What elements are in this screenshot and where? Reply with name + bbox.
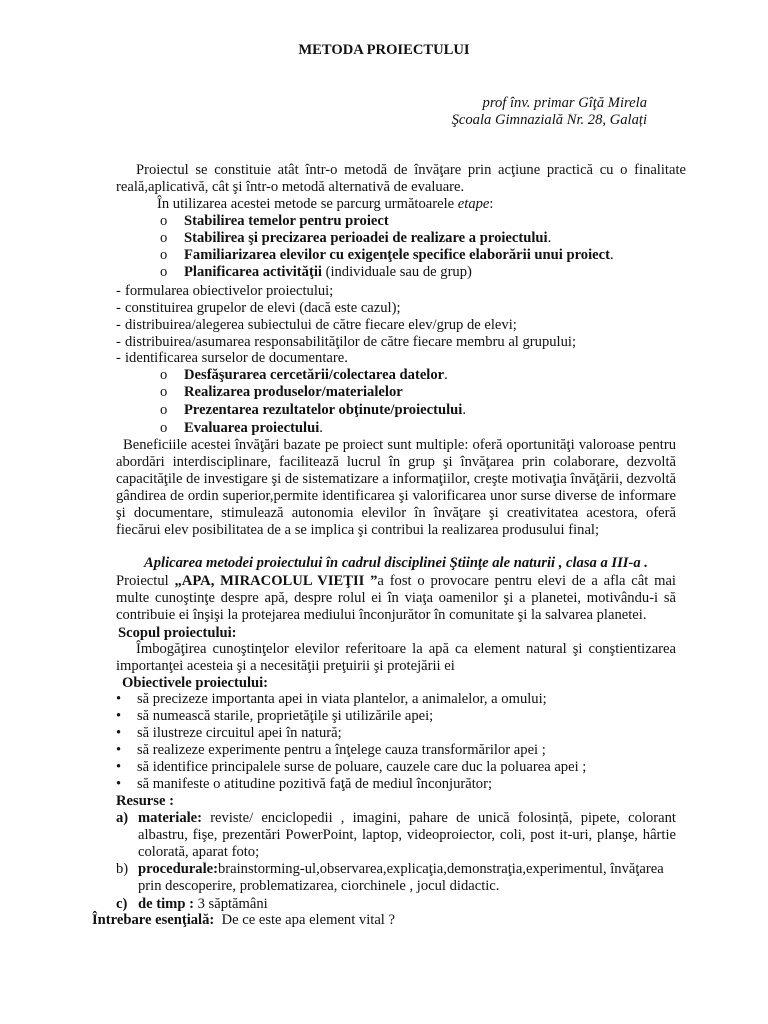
- bullet-icon: •: [116, 691, 122, 707]
- circle-bullet-icon: o: [160, 264, 168, 280]
- circle-bullet-icon: o: [160, 230, 168, 246]
- resource-label: materiale:: [138, 810, 203, 826]
- sub-item-text: distribuirea/alegerea subiectului de către fiecare elev/grup de elevi;: [125, 317, 517, 333]
- objective-text: să realizeze experimente pentru a înţelege cauza transformărilor apei ;: [137, 742, 546, 758]
- stage-title: Realizarea produselor/materialelor: [184, 384, 403, 400]
- bullet-icon: •: [116, 742, 122, 758]
- stages-intro-colon: :: [489, 196, 494, 212]
- benefits-paragraph: Beneficiile acestei învăţări bazate pe proiect sunt multiple: oferă oportunităţi valoroase pentru abordări interdisciplinare, facilitează lucrul în grup şi învăţarea prin colaborare, dezvoltă capacităţile de investigare şi de sistematizare a informaţiilor, creşte motivaţia învăţării, dezvoltă gândirea de ordin superior,permite identificarea şi valorificarea unor surse diverse de informare şi documentare, stimulează autonomia elevilor în învăţare şi creativitatea acestora, oferă fiecărui elev posibilitatea de a se implica şi contribui la realizarea produsului final;: [116, 437, 676, 538]
- stage-rest: .: [547, 230, 552, 246]
- stage-title: Stabilirea şi precizarea perioadei de realizare a proiectului: [184, 230, 548, 246]
- objective-text: să ilustreze circuitul apei în natură;: [137, 725, 342, 741]
- stage-title: Desfăşurarea cercetării/colectarea datelor: [184, 367, 445, 383]
- sub-item-text: formularea obiectivelor proiectului;: [125, 283, 334, 299]
- sub-item-text: identificarea surselor de documentare.: [125, 350, 348, 366]
- objective-text: să manifeste o atitudine pozitivă faţă de mediul înconjurător;: [137, 776, 492, 792]
- stage-rest: .: [319, 420, 323, 436]
- circle-bullet-icon: o: [160, 402, 168, 418]
- dash-bullet-icon: -: [116, 350, 121, 366]
- scope-heading: Scopul proiectului:: [118, 625, 237, 641]
- author-school: Şcoala Gimnazială Nr. 28, Galați: [451, 112, 647, 128]
- resources-heading: Resurse :: [116, 793, 174, 809]
- stage-rest: .: [444, 367, 448, 383]
- dash-bullet-icon: -: [116, 334, 121, 350]
- author-block: [452, 95, 647, 129]
- resource-label: procedurale:: [138, 861, 218, 877]
- objective-text: să precizeze importanta apei in viata plantelor, a animalelor, a omului;: [137, 691, 547, 707]
- stage-title: Familiarizarea elevilor cu exigenţele specifice elaborării unui proiect: [184, 247, 610, 263]
- sub-item-text: distribuirea/asumarea responsabilităţilor de către fiecare membru al grupului;: [125, 334, 577, 350]
- project-text: a fost o provocare pentru elevi de a afla cât mai multe cunoştinţe despre apă, despre rolul ei în viaţa oamenilor şi a planetei, motivându-i să contribuie ei înşişi la protejarea mediului înconjurător în comunitate şi la salvarea planetei.: [116, 573, 676, 623]
- essential-question: [92, 912, 395, 929]
- stages-intro-text: În utilizarea acestei metode se parcurg următoarele: [157, 196, 458, 212]
- dash-bullet-icon: -: [116, 317, 121, 333]
- bullet-icon: •: [116, 776, 122, 792]
- dash-bullet-icon: -: [116, 300, 121, 316]
- resource-text: reviste/ enciclopedii , imagini, pahare de unică folosință, pipete, colorant albastru, fişe, prezentări PowerPoint, laptop, videoproiector, coli, post it-uri, planşe, hârtie colorată, aparat foto;: [138, 810, 676, 860]
- circle-bullet-icon: o: [160, 384, 168, 400]
- stage-rest: .: [462, 402, 466, 418]
- project-name: „APA, MIRACOLUL VIEŢII ”: [174, 573, 378, 589]
- dash-bullet-icon: -: [116, 283, 121, 299]
- resource-marker: a): [116, 810, 129, 826]
- circle-bullet-icon: o: [160, 420, 168, 436]
- circle-bullet-icon: o: [160, 213, 168, 229]
- project-prefix: Proiectul: [116, 573, 175, 589]
- author-name: prof înv. primar Gîţă Mirela: [482, 95, 647, 111]
- resource-label: de timp :: [138, 896, 194, 912]
- objective-text: să identifice principalele surse de poluare, cauzele care duc la poluarea apei ;: [137, 759, 587, 775]
- resource-text: 3 săptămâni: [193, 896, 268, 912]
- bullet-icon: •: [116, 725, 122, 741]
- objective-text: să numească starile, proprietăţile şi utilizările apei;: [137, 708, 434, 724]
- stages-intro: [157, 196, 493, 213]
- stage-rest: (individuale sau de grup): [321, 264, 472, 280]
- intro-paragraph: Proiectul se constituie atât într-o metodă de învăţare prin acţiune practică cu o finalitate reală,aplicativă, cât şi într-o metodă alternativă de evaluare.: [116, 162, 686, 195]
- circle-bullet-icon: o: [160, 367, 168, 383]
- essential-question-label: Întrebare esenţială:: [92, 912, 215, 928]
- bullet-icon: •: [116, 759, 122, 775]
- stage-title: Planificarea activităţii: [184, 264, 322, 280]
- resource-marker: c): [116, 896, 128, 912]
- application-heading: Aplicarea metodei proiectului în cadrul disciplinei Ştiinţe ale naturii , clasa a III-a .: [144, 555, 648, 571]
- project-paragraph: [116, 573, 676, 624]
- stages-intro-emphasis: etape: [457, 196, 490, 212]
- document-title: METODA PROIECTULUI: [298, 42, 470, 58]
- resource-marker: b): [116, 861, 129, 877]
- stage-rest: .: [609, 247, 614, 263]
- stage-title: Evaluarea proiectului: [184, 420, 320, 436]
- scope-text: Îmbogăţirea cunoştinţelor elevilor referitoare la apă ca element natural şi conştientizarea importanţei acesteia şi a necesităţii preţuirii şi protejării ei: [116, 641, 676, 674]
- sub-item-text: constituirea grupelor de elevi (dacă este cazul);: [125, 300, 401, 316]
- stage-title: Prezentarea rezultatelor obţinute/proiectului: [184, 402, 463, 418]
- essential-question-text: De ce este apa element vital ?: [214, 912, 395, 928]
- stage-title: Stabilirea temelor pentru proiect: [184, 213, 389, 229]
- resource-text: brainstorming-ul,observarea,explicaţia,demonstraţia,experimentul, învăţarea prin descoperire, problematizarea, ciorchinele , jocul didactic.: [138, 861, 664, 894]
- bullet-icon: •: [116, 708, 122, 724]
- objectives-heading: Obiectivele proiectului:: [122, 675, 269, 691]
- circle-bullet-icon: o: [160, 247, 168, 263]
